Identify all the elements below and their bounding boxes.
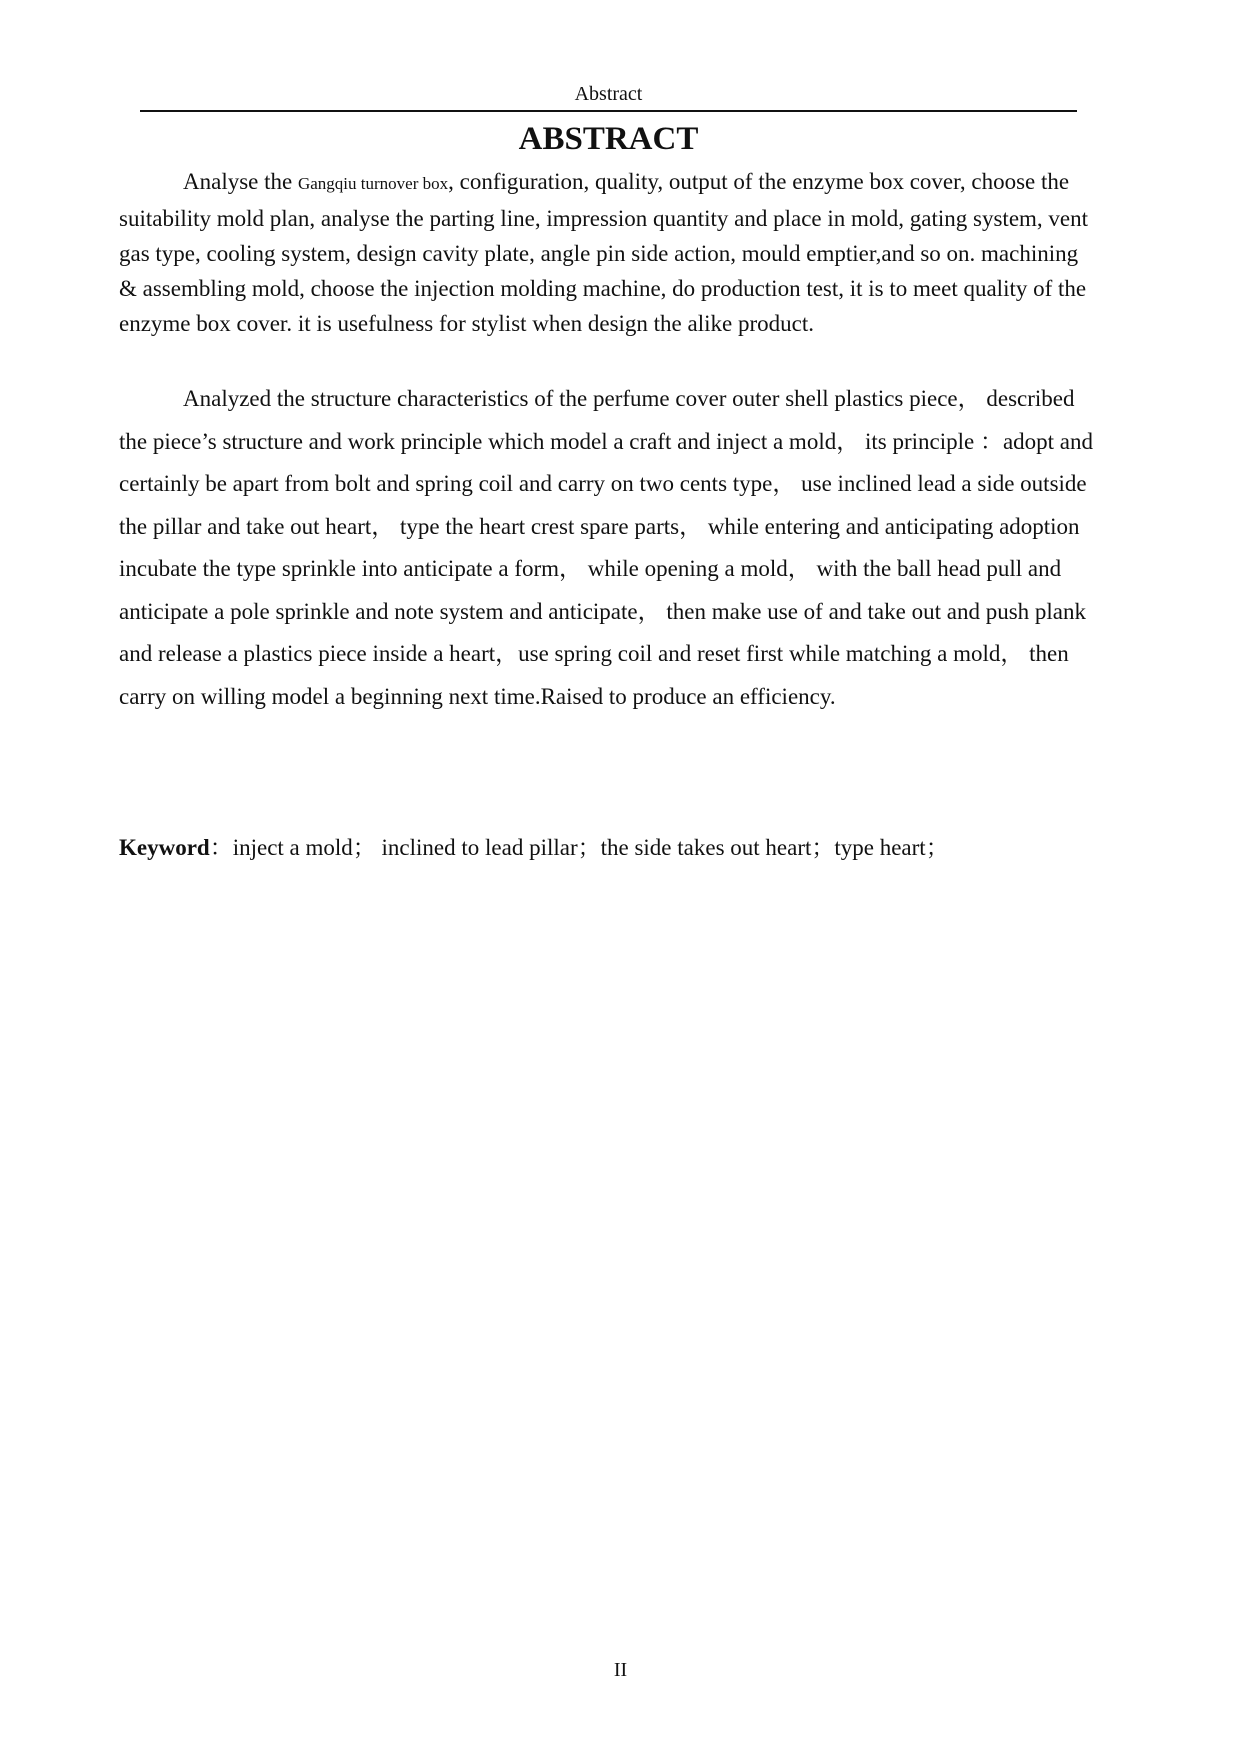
paragraph-1-rest: , configuration, quality, output of the enzyme box cover, choose the suitability mold plan, analyse the parting line, impression quantity and place in mold, gating system, vent gas type, cooling system, design cavity plate, angle pin side action, mould emptier,and so on. machining & assembling mold, choose the injection molding machine, do production test, it is to meet quality of the enzyme box cover. it is usefulness for stylist when design the alike product. <box>119 169 1089 336</box>
page-number: II <box>613 1659 628 1681</box>
paragraph-1-lead: Analyse the <box>183 169 298 194</box>
paragraph-1-small-run: Gangqiu turnover box <box>297 174 449 193</box>
keywords-line <box>119 831 1101 865</box>
abstract-paragraph-1 <box>119 164 1101 341</box>
abstract-paragraph-2: Analyzed the structure characteristics of the perfume cover outer shell plastics piece， described the piece’s structure and work principle which model a craft and inject a mold， its principle ：adopt and certainly be apart from bolt and spring coil and carry on two cents type， use inclined lead a side outside the pillar and take out heart， type the heart crest spare parts， while entering and anticipating adoption incubate the type sprinkle into anticipate a form， while opening a mold， with the ball head pull and anticipate a pole sprinkle and note system and anticipate， then make use of and take out and push plank and release a plastics piece inside a heart，use spring coil and reset first while matching a mold， then carry on willing model a beginning next time.Raised to produce an efficiency. <box>119 386 1093 709</box>
abstract-title: ABSTRACT <box>518 121 699 157</box>
keywords-separator: ： <box>209 835 233 860</box>
header-rule <box>140 110 1077 112</box>
keywords-items: inject a mold； inclined to lead pillar；the side takes out heart；type heart； <box>232 835 949 860</box>
running-header: Abstract <box>574 83 643 105</box>
keywords-label: Keyword <box>119 835 210 860</box>
